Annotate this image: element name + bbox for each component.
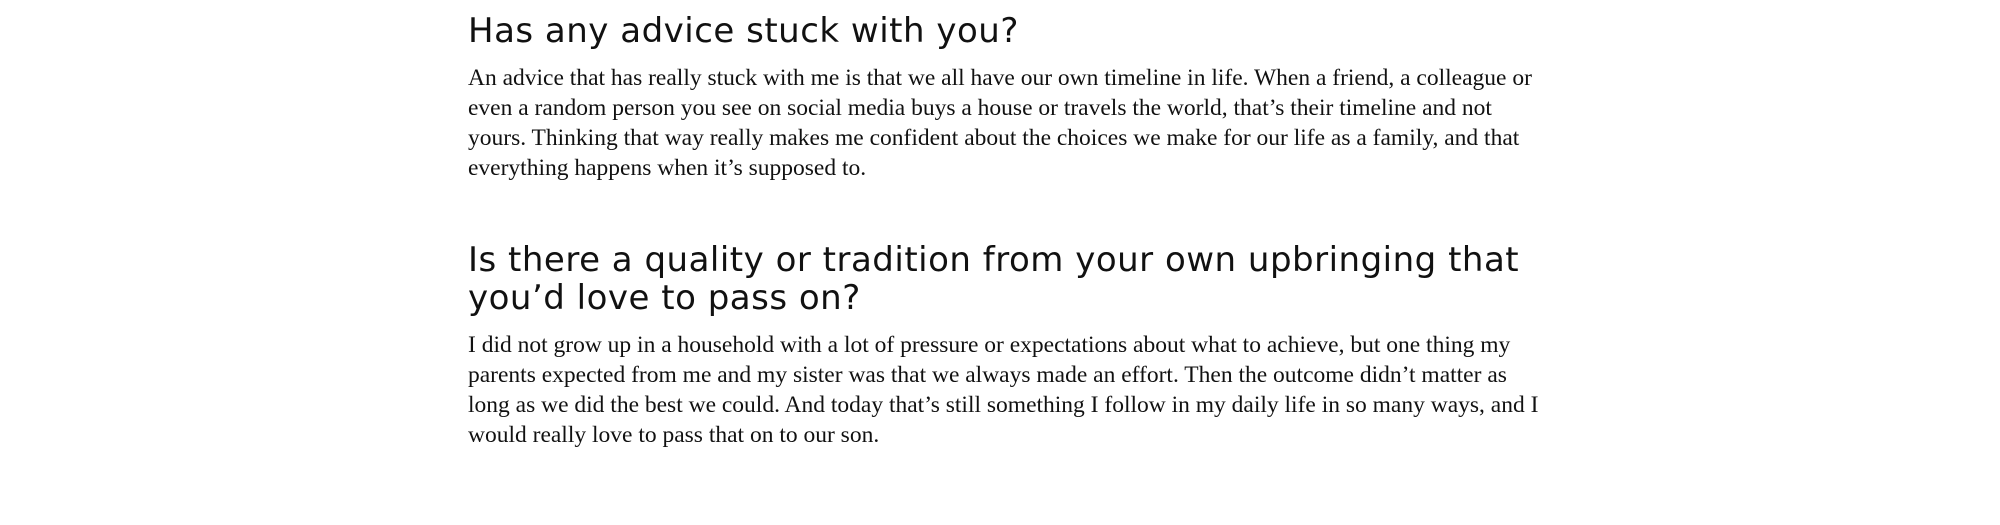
answer-paragraph: An advice that has really stuck with me is that we all have our own timeline in life. When a friend, a colleague or even a random person you see on social media buys a house or travels the world, that’s their timeline and not yours. Thinking that way really makes me confident about the choices we make for our life as a family, and that everything happens when it’s supposed to. bbox=[468, 65, 1532, 181]
qa-section-advice bbox=[468, 0, 1548, 183]
question-heading: Has any advice stuck with you? bbox=[468, 11, 1019, 51]
qa-section-tradition bbox=[468, 241, 1548, 450]
answer-paragraph: I did not grow up in a household with a lot of pressure or expectations about what to achieve, but one thing my parents expected from me and my sister was that we always made an effort. Then the outcome didn’t matter as long as we did the best we could. And today that’s still something I follow in my daily life in so many ways, and I would really love to pass that on to our son. bbox=[468, 332, 1539, 448]
interview-content bbox=[468, 0, 1548, 450]
question-heading: Is there a quality or tradition from your own upbringing that you’d love to pass on? bbox=[468, 240, 1520, 318]
